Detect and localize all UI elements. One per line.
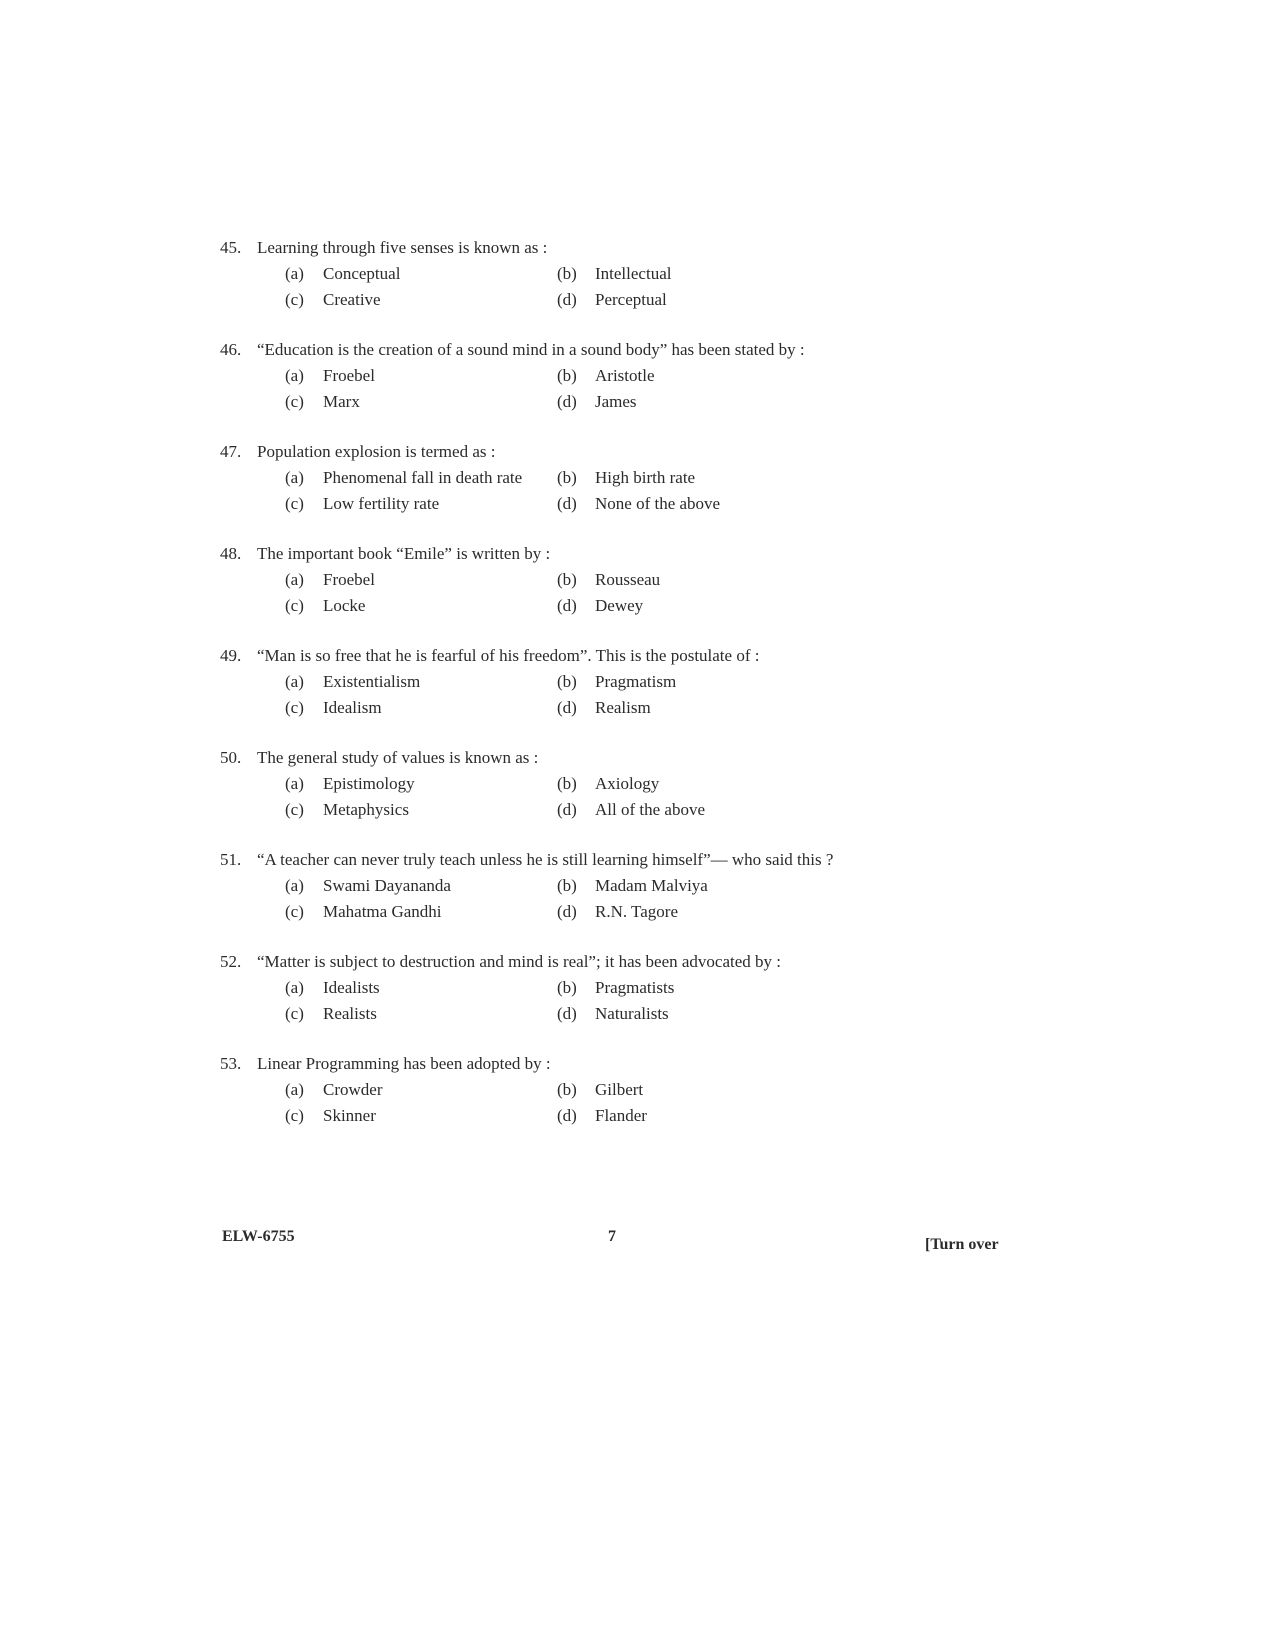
option-key: (a) [285,672,304,691]
option-key: (a) [285,876,304,895]
question-text: Population explosion is termed as : [257,442,496,461]
question-item [220,847,860,949]
option-text: Dewey [595,596,644,615]
option-text: Existentialism [323,672,421,691]
question-text: “Man is so free that he is fearful of his freedom”. This is the postulate of : [257,646,760,665]
answer-option [557,797,817,823]
option-text: James [595,392,637,411]
question-text: The general study of values is known as : [257,748,539,767]
option-key: (c) [285,494,304,513]
option-key: (a) [285,774,304,793]
question-text: The important book “Emile” is written by : [257,544,551,563]
option-text: Low fertility rate [323,494,440,513]
question-list [220,235,860,1153]
option-text: Realists [323,1004,377,1023]
option-key: (a) [285,978,304,997]
option-row [220,1103,860,1129]
answer-option [285,363,557,389]
option-row [220,1077,860,1103]
option-key: (b) [557,264,577,283]
option-text: Axiology [595,774,660,793]
question-item [220,439,860,541]
option-text: Intellectual [595,264,672,283]
question-stem [220,1051,860,1077]
option-row [220,567,860,593]
option-text: Marx [323,392,360,411]
answer-option [557,389,817,415]
question-stem [220,949,860,975]
option-row [220,695,860,721]
option-text: Madam Malviya [595,876,708,895]
option-key: (d) [557,1004,577,1023]
option-key: (d) [557,1106,577,1125]
option-text: R.N. Tagore [595,902,679,921]
option-text: High birth rate [595,468,696,487]
option-key: (c) [285,698,304,717]
question-number: 52. [220,952,242,971]
option-key: (c) [285,902,304,921]
option-text: Pragmatism [595,672,677,691]
option-text: Phenomenal fall in death rate [323,468,523,487]
answer-option [557,1001,817,1027]
answer-option [557,363,817,389]
option-key: (d) [557,596,577,615]
answer-option [285,899,557,925]
option-row [220,491,860,517]
option-key: (d) [557,902,577,921]
answer-option [285,797,557,823]
option-key: (b) [557,774,577,793]
question-item [220,541,860,643]
question-number: 53. [220,1054,242,1073]
paper-code: ELW-6755 [222,1228,295,1245]
turn-over-note: [Turn over [925,1236,999,1253]
option-text: Metaphysics [323,800,409,819]
answer-option [557,975,817,1001]
option-text: Crowder [323,1080,383,1099]
option-key: (b) [557,876,577,895]
question-stem [220,337,860,363]
question-text: “A teacher can never truly teach unless he is still learning himself”— who said this ? [257,850,834,869]
answer-option [557,567,817,593]
option-text: Conceptual [323,264,401,283]
option-key: (a) [285,264,304,283]
answer-option [285,1077,557,1103]
question-stem [220,847,860,873]
option-row [220,465,860,491]
option-row [220,389,860,415]
answer-option [285,975,557,1001]
option-text: Creative [323,290,381,309]
option-text: Epistimology [323,774,415,793]
option-row [220,771,860,797]
question-stem [220,541,860,567]
answer-option [557,873,817,899]
answer-option [285,567,557,593]
question-text: “Education is the creation of a sound mind in a sound body” has been stated by : [257,340,805,359]
question-stem [220,643,860,669]
answer-option [557,771,817,797]
option-key: (b) [557,672,577,691]
option-key: (d) [557,392,577,411]
option-key: (c) [285,290,304,309]
option-text: Swami Dayananda [323,876,451,895]
option-text: Pragmatists [595,978,675,997]
question-stem [220,745,860,771]
option-text: Naturalists [595,1004,669,1023]
answer-option [285,695,557,721]
option-key: (c) [285,1106,304,1125]
option-row [220,261,860,287]
option-text: Rousseau [595,570,661,589]
option-text: Flander [595,1106,647,1125]
option-text: Perceptual [595,290,667,309]
option-row [220,873,860,899]
option-text: Idealism [323,698,382,717]
question-item [220,949,860,1051]
option-key: (d) [557,494,577,513]
option-text: Skinner [323,1106,376,1125]
answer-option [285,389,557,415]
option-text: None of the above [595,494,721,513]
option-key: (d) [557,290,577,309]
option-key: (a) [285,366,304,385]
answer-option [557,1077,817,1103]
option-row [220,899,860,925]
answer-option [557,261,817,287]
answer-option [285,593,557,619]
option-key: (a) [285,1080,304,1099]
option-key: (b) [557,570,577,589]
question-item [220,337,860,439]
answer-option [557,465,817,491]
option-text: All of the above [595,800,705,819]
option-key: (c) [285,392,304,411]
option-key: (a) [285,468,304,487]
option-row [220,287,860,313]
option-row [220,593,860,619]
question-text: Linear Programming has been adopted by : [257,1054,551,1073]
option-row [220,797,860,823]
answer-option [285,669,557,695]
answer-option [285,1001,557,1027]
option-text: Gilbert [595,1080,644,1099]
question-number: 51. [220,850,242,869]
option-key: (c) [285,596,304,615]
option-key: (b) [557,366,577,385]
option-text: Froebel [323,366,375,385]
answer-option [557,593,817,619]
question-number: 50. [220,748,242,767]
option-row [220,363,860,389]
question-text: Learning through five senses is known as : [257,238,548,257]
option-key: (d) [557,698,577,717]
question-number: 49. [220,646,242,665]
option-key: (b) [557,1080,577,1099]
answer-option [557,695,817,721]
question-item [220,235,860,337]
answer-option [557,1103,817,1129]
question-text: “Matter is subject to destruction and mind is real”; it has been advocated by : [257,952,782,971]
option-row [220,1001,860,1027]
option-row [220,975,860,1001]
option-text: Froebel [323,570,375,589]
answer-option [285,873,557,899]
answer-option [285,261,557,287]
page-number: 7 [608,1228,616,1245]
option-key: (b) [557,978,577,997]
option-text: Aristotle [595,366,655,385]
answer-option [285,771,557,797]
option-text: Realism [595,698,651,717]
option-text: Idealists [323,978,380,997]
option-key: (b) [557,468,577,487]
answer-option [557,899,817,925]
question-number: 48. [220,544,242,563]
question-stem [220,235,860,261]
question-number: 47. [220,442,242,461]
option-text: Mahatma Gandhi [323,902,442,921]
option-key: (a) [285,570,304,589]
question-stem [220,439,860,465]
answer-option [285,287,557,313]
answer-option [285,1103,557,1129]
question-item [220,643,860,745]
question-item [220,1051,860,1153]
question-item [220,745,860,847]
option-key: (d) [557,800,577,819]
option-key: (c) [285,800,304,819]
question-number: 46. [220,340,242,359]
option-row [220,669,860,695]
answer-option [285,491,557,517]
answer-option [285,465,557,491]
question-number: 45. [220,238,242,257]
answer-option [557,491,817,517]
option-key: (c) [285,1004,304,1023]
answer-option [557,669,817,695]
option-text: Locke [323,596,366,615]
answer-option [557,287,817,313]
